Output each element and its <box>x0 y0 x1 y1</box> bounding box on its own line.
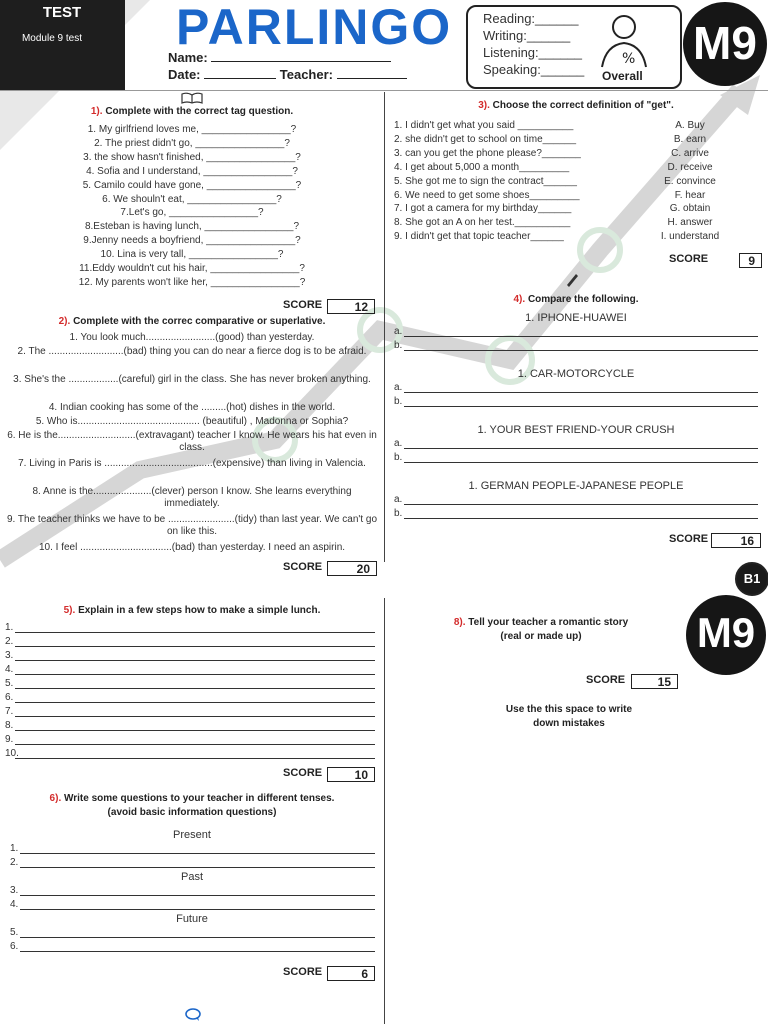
step-number: 5. <box>5 678 14 689</box>
comparative-item[interactable]: 7. Living in Paris is .......................................(expensive) than living in Valencia. <box>18 458 366 469</box>
section2-score-label: SCORE <box>283 561 323 573</box>
section4-score-box: 16 <box>711 533 761 548</box>
svg-text:%: % <box>622 51 636 67</box>
skills-score-box <box>466 5 682 89</box>
get-definition-option: G. obtain <box>669 203 711 215</box>
answer-letter: a. <box>394 326 403 337</box>
section1-score-label: SCORE <box>283 299 323 311</box>
tag-question-item[interactable]: 8.Esteban is having lunch, ________________? <box>84 221 300 233</box>
section8-score-label: SCORE <box>586 674 626 686</box>
tag-question-item[interactable]: 11.Eddy wouldn't cut his hair, ________________? <box>79 263 305 274</box>
test-badge-title: TEST <box>42 4 82 21</box>
section8-subtitle: (real or made up) <box>500 631 582 642</box>
tag-question-item[interactable]: 12. My parents won't like her, ________________? <box>78 276 306 288</box>
get-definition-item[interactable]: 9. I didn't get that topic teacher______ <box>394 231 564 243</box>
tag-question-item[interactable]: 9.Jenny needs a boyfriend, ________________? <box>83 235 301 247</box>
tag-question-item[interactable]: 6. We shouln't eat, ________________? <box>102 193 282 205</box>
comparison-answer-line[interactable] <box>394 340 758 352</box>
answer-letter: b. <box>394 508 403 519</box>
get-definition-option: A. Buy <box>675 120 705 131</box>
section3-score-label: SCORE <box>669 253 709 265</box>
tag-question-item[interactable]: 1. My girlfriend loves me, ________________? <box>87 124 297 135</box>
column-divider-bottom <box>384 598 385 1024</box>
lunch-step-line[interactable] <box>5 706 375 718</box>
person-icon <box>596 9 652 69</box>
m9-logo-section8: M9 <box>686 595 766 675</box>
comparative-item[interactable]: 6. He is the............................(extravagant) teacher I know. He wears his hat even in class. <box>7 430 377 453</box>
lunch-step-line[interactable] <box>5 720 375 732</box>
lunch-step-line[interactable] <box>5 622 375 634</box>
step-number: 6. <box>5 692 14 703</box>
get-definition-item[interactable]: 1. I didn't get what you said __________ <box>394 120 574 131</box>
answer-letter: a. <box>394 382 403 393</box>
question-number: 3. <box>10 885 19 896</box>
comparison-answer-line[interactable] <box>394 382 758 394</box>
section1-title: 1). Complete with the correct tag question. <box>90 106 294 117</box>
teacher-label: Teacher: <box>279 67 333 82</box>
step-number: 8. <box>5 720 14 731</box>
comparison-answer-line[interactable] <box>394 438 758 450</box>
answer-letter: b. <box>394 452 403 463</box>
step-number: 7. <box>5 706 14 717</box>
comparative-item[interactable]: 1. You look much.........................(good) than yesterday. <box>69 332 315 343</box>
tag-question-item[interactable]: 10. Lina is very tall, ________________? <box>100 249 284 261</box>
section3-title: 3). Choose the correct definition of "get". <box>478 100 674 111</box>
comparison-answer-line[interactable] <box>394 508 758 520</box>
m9-logo-header: M9 <box>683 2 767 86</box>
get-definition-option: F. hear <box>674 189 706 201</box>
comparative-item[interactable]: 2. The ...........................(bad) thing you can do near a fierce dog is to be afraid. <box>17 346 367 357</box>
comparative-item[interactable]: 10. I feel .................................(bad) than yesterday. I need an aspirin. <box>38 542 346 553</box>
question-number: 4. <box>10 899 19 910</box>
step-number: 2. <box>5 636 14 647</box>
get-definition-option: I. understand <box>660 231 720 243</box>
date-teacher-field[interactable] <box>168 67 407 82</box>
step-number: 4. <box>5 664 14 675</box>
question-number: 6. <box>10 941 19 952</box>
section5-title: 5). Explain in a few steps how to make a simple lunch. <box>63 605 321 616</box>
speaking-score[interactable]: Speaking:______ <box>483 62 585 77</box>
pencil-icon <box>564 272 580 288</box>
get-definition-item[interactable]: 7. I got a camera for my birthday______ <box>394 203 572 215</box>
step-number: 1. <box>5 622 14 633</box>
reading-score[interactable]: Reading:______ <box>483 11 579 26</box>
comparative-item[interactable]: 9. The teacher thinks we have to be ........................(tidy) than last year. We can't go on like this. <box>6 514 378 537</box>
header-divider <box>0 90 768 91</box>
present-heading: Present <box>173 829 211 841</box>
tag-question-item[interactable]: 2. The priest didn't go, ________________? <box>94 137 290 149</box>
get-definition-item[interactable]: 5. She got me to sign the contract______ <box>394 175 577 187</box>
comparative-item[interactable]: 5. Who is............................................ (beautiful) , Madonna or Sophia? <box>35 416 349 427</box>
comparison-answer-line[interactable] <box>394 494 758 506</box>
writing-score[interactable]: Writing:______ <box>483 28 571 43</box>
section6-score-label: SCORE <box>283 966 323 978</box>
step-number: 9. <box>5 734 14 745</box>
listening-score[interactable]: Listening:______ <box>483 45 583 60</box>
comparison-answer-line[interactable] <box>394 396 758 408</box>
section4-score-label: SCORE <box>669 533 709 545</box>
question-number: 5. <box>10 927 19 938</box>
step-number: 10. <box>5 748 19 759</box>
question-line[interactable] <box>10 899 375 911</box>
question-line[interactable] <box>10 941 375 953</box>
section6-subtitle: (avoid basic information questions) <box>107 807 277 818</box>
question-line[interactable] <box>10 927 375 939</box>
section3-score-box: 9 <box>739 253 762 268</box>
section5-score-box: 10 <box>327 767 375 782</box>
get-definition-option: B. earn <box>673 133 707 145</box>
get-definition-item[interactable]: 3. can you get the phone please?_______ <box>394 147 581 159</box>
get-definition-item[interactable]: 2. she didn't get to school on time______ <box>394 133 577 145</box>
question-line[interactable] <box>10 857 375 869</box>
lunch-step-line[interactable] <box>5 650 375 662</box>
book-icon <box>180 92 204 104</box>
mistakes-note-line1: Use the this space to write <box>505 704 633 715</box>
question-line[interactable] <box>10 885 375 897</box>
tag-question-item[interactable]: 4. Sofia and I understand, ________________? <box>86 165 298 177</box>
brand-logo-text: PARLINGO <box>176 0 453 55</box>
comparison-heading: 1. CAR-MOTORCYCLE <box>517 368 635 380</box>
get-definition-option: H. answer <box>667 217 713 229</box>
lunch-step-line[interactable] <box>5 636 375 648</box>
section2-title: 2). Complete with the correc comparative or superlative. <box>58 316 326 327</box>
get-definition-option: E. convince <box>664 175 716 187</box>
name-label: Name: <box>168 50 208 65</box>
chat-icon <box>184 1008 202 1022</box>
section8-score-box: 15 <box>631 674 678 689</box>
comparison-heading: 1. YOUR BEST FRIEND-YOUR CRUSH <box>477 424 675 436</box>
comparison-answer-line[interactable] <box>394 452 758 464</box>
section6-score-box: 6 <box>327 966 375 981</box>
answer-letter: a. <box>394 494 403 505</box>
test-badge-subtitle: Module 9 test <box>21 33 83 44</box>
comparative-item[interactable]: 3. She's the ..................(careful) girl in the class. She has never broken anything. <box>13 374 371 385</box>
section5-score-label: SCORE <box>283 767 323 779</box>
section6-title: 6). Write some questions to your teacher in different tenses. <box>49 793 335 804</box>
get-definition-option: D. receive <box>667 161 713 173</box>
get-definition-item[interactable]: 6. We need to get some shoes_________ <box>394 189 580 201</box>
question-line[interactable] <box>10 843 375 855</box>
future-heading: Future <box>176 913 208 925</box>
mistakes-note-line2: down mistakes <box>533 718 605 729</box>
comparative-item[interactable]: 4. Indian cooking has some of the .........(hot) dishes in the world. <box>48 402 336 413</box>
tag-question-item[interactable]: 3. the show hasn't finished, ________________? <box>83 151 301 163</box>
lunch-step-line[interactable] <box>5 664 375 676</box>
get-definition-item[interactable]: 8. She got an A on her test.__________ <box>394 217 571 229</box>
past-heading: Past <box>180 871 203 883</box>
name-field[interactable] <box>168 50 391 65</box>
answer-letter: b. <box>394 396 403 407</box>
section8-title: 8). Tell your teacher a romantic story <box>453 617 629 628</box>
answer-letter: a. <box>394 438 403 449</box>
overall-label: Overall <box>602 69 643 83</box>
tag-question-item[interactable]: 7.Let's go, ________________? <box>120 207 264 219</box>
lunch-step-line[interactable] <box>5 678 375 690</box>
level-badge: B1 <box>735 562 768 596</box>
lunch-step-line[interactable] <box>5 734 375 746</box>
step-number: 3. <box>5 650 14 661</box>
date-label: Date: <box>168 67 201 82</box>
comparison-answer-line[interactable] <box>394 326 758 338</box>
answer-letter: b. <box>394 340 403 351</box>
section1-score-box: 12 <box>327 299 375 314</box>
question-number: 1. <box>10 843 19 854</box>
section4-title: 4). Compare the following. <box>513 294 639 305</box>
comparative-item[interactable]: 8. Anne is the.....................(clever) person I know. She learns everything immediately. <box>32 486 352 509</box>
comparison-heading: 1. IPHONE-HUAWEI <box>525 312 627 324</box>
lunch-step-line[interactable] <box>5 692 375 704</box>
section2-score-box: 20 <box>327 561 377 576</box>
tag-question-item[interactable]: 5. Camilo could have gone, ________________? <box>82 179 302 191</box>
question-number: 2. <box>10 857 19 868</box>
get-definition-option: C. arrive <box>671 147 709 159</box>
get-definition-item[interactable]: 4. I get about 5,000 a month_________ <box>394 161 570 173</box>
comparison-heading: 1. GERMAN PEOPLE-JAPANESE PEOPLE <box>468 480 684 492</box>
lunch-step-line[interactable] <box>5 748 375 760</box>
